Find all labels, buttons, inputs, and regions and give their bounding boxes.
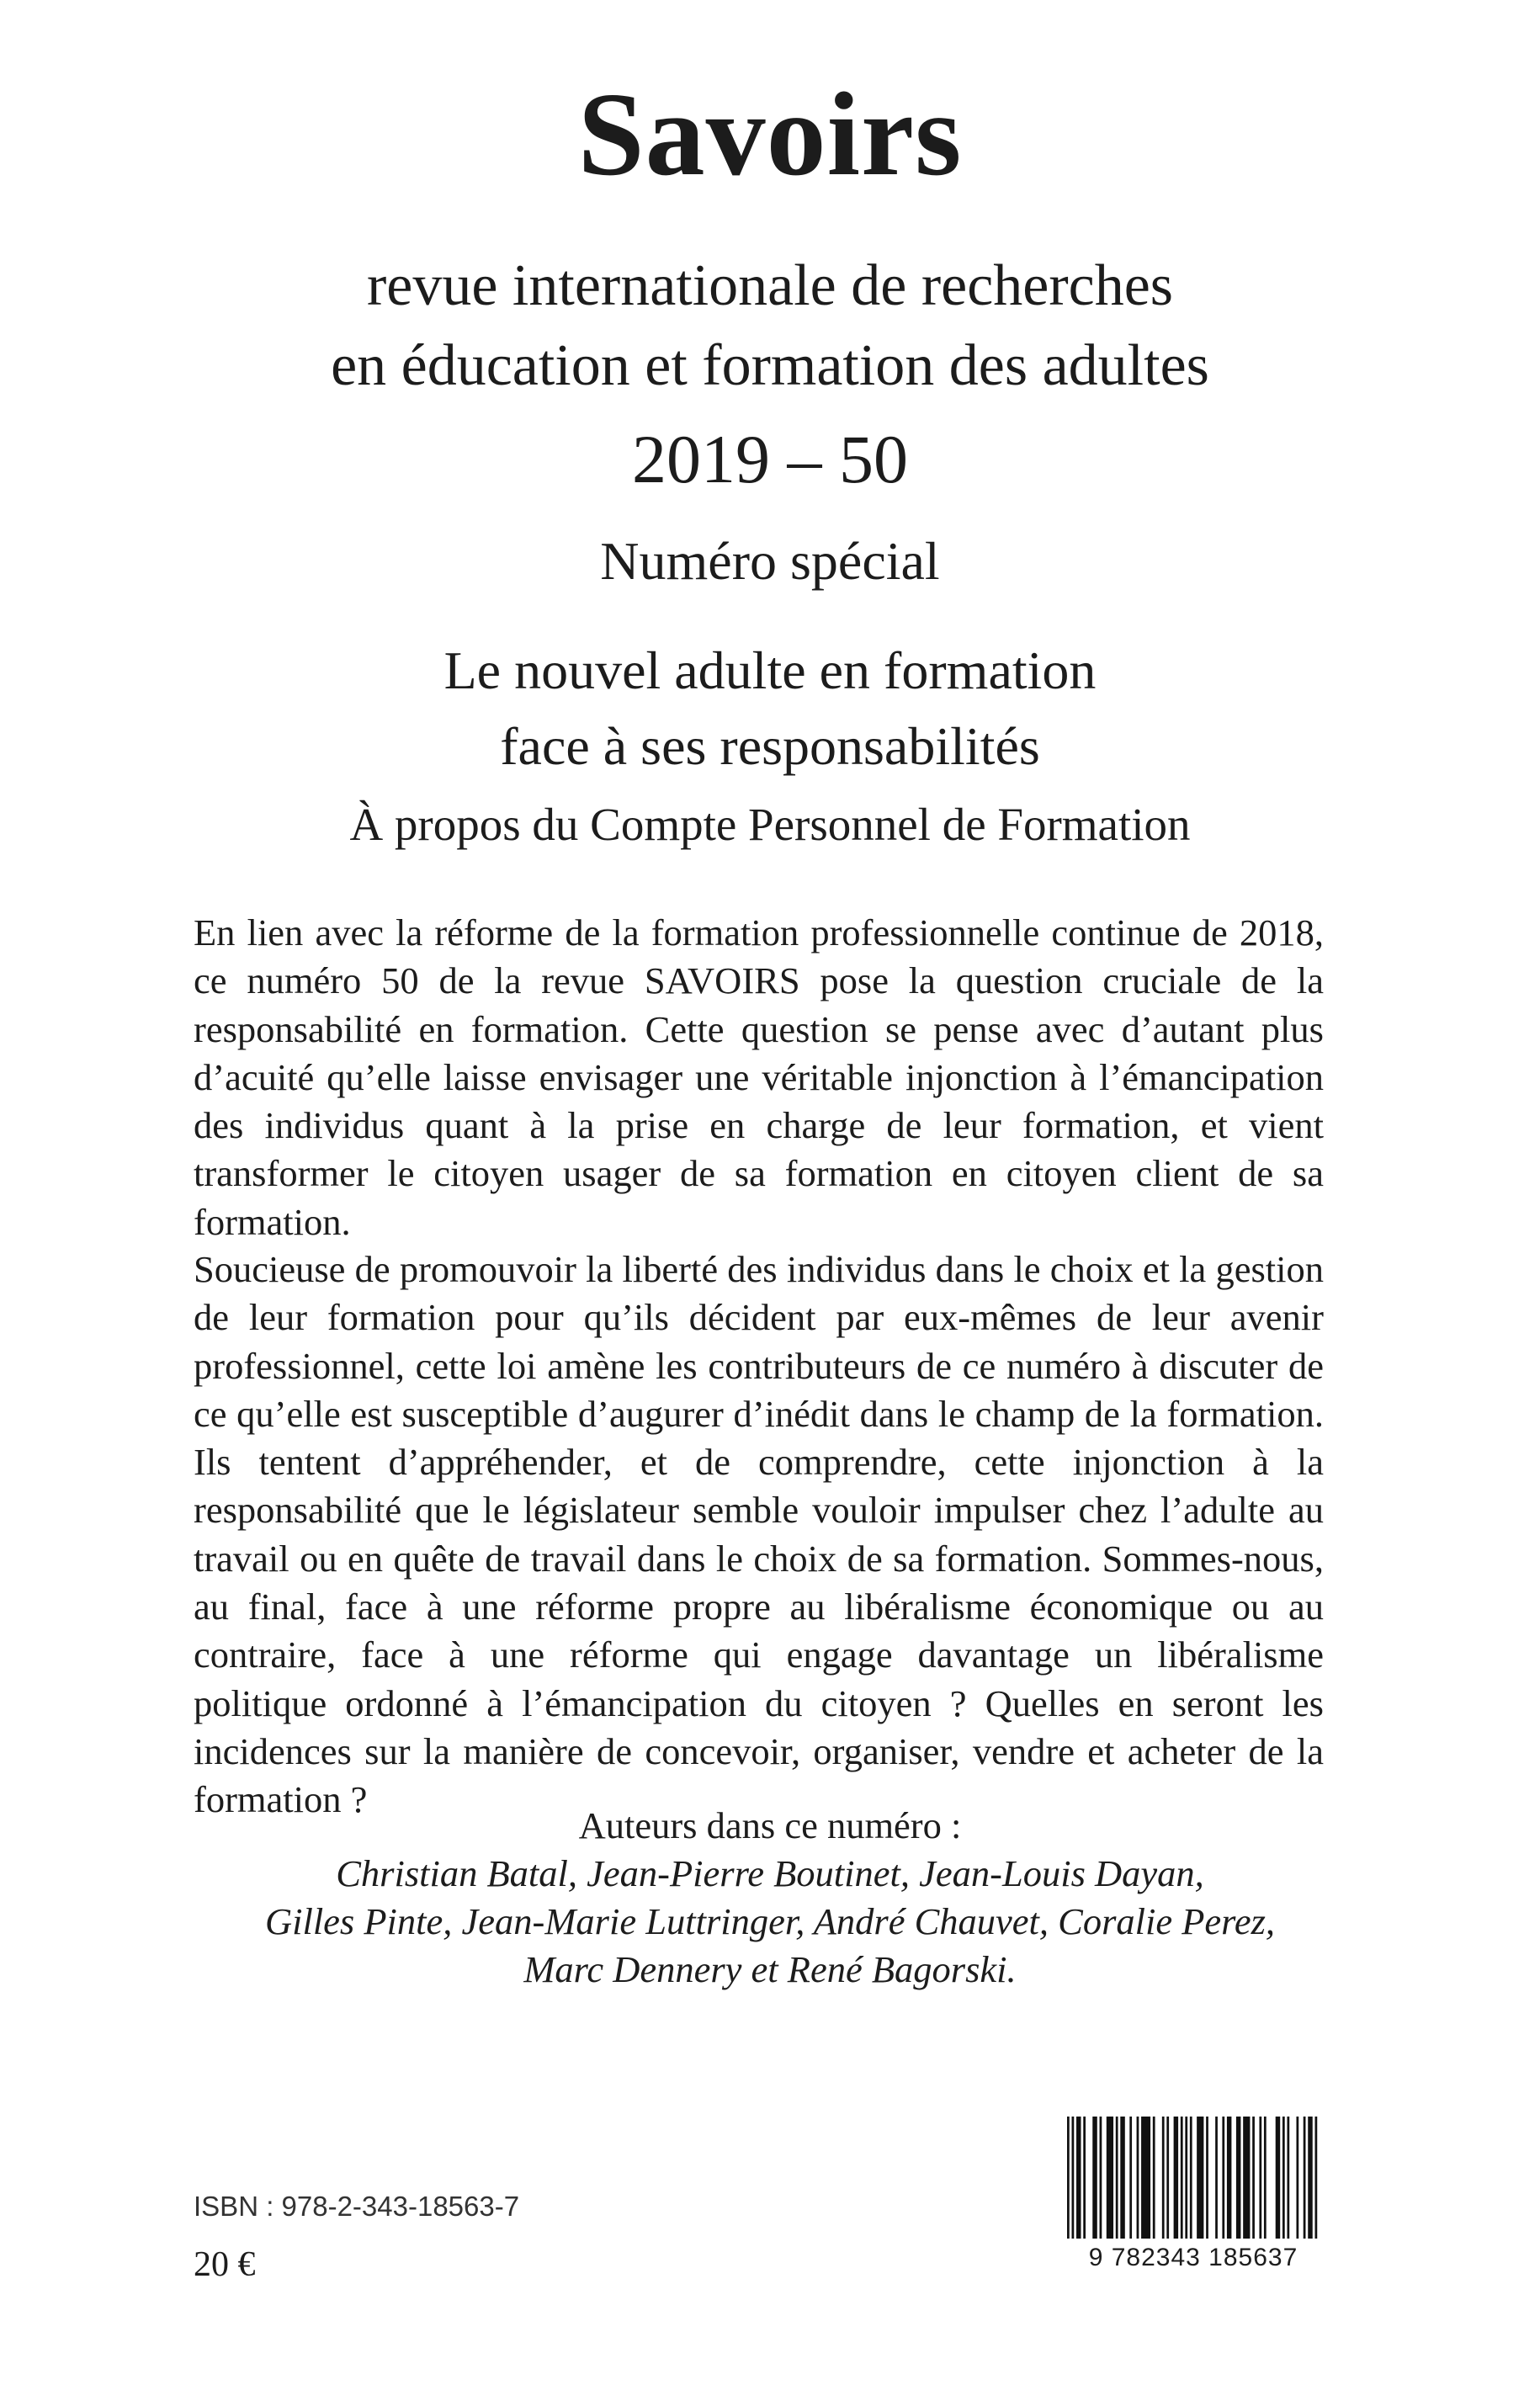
barcode-bar — [1129, 2117, 1132, 2239]
authors-line2: Gilles Pinte, Jean-Marie Luttringer, André Chauvet, Coralie Perez, — [264, 1900, 1276, 1942]
barcode-bar — [1243, 2117, 1250, 2239]
barcode-bar — [1162, 2117, 1165, 2239]
barcode-bar — [1116, 2117, 1118, 2239]
price: 20 € — [194, 2245, 256, 2284]
barcode-bar — [1287, 2117, 1289, 2239]
theme-subtitle: À propos du Compte Personnel de Formation — [349, 799, 1191, 850]
barcode-bar — [1181, 2117, 1183, 2239]
barcode-digits: 9 782343 185637 — [1088, 2244, 1298, 2271]
barcode-bar — [1072, 2117, 1075, 2239]
authors-line1: Christian Batal, Jean-Pierre Boutinet, Jean-Louis Dayan, — [336, 1852, 1204, 1894]
barcode-bar — [1153, 2117, 1155, 2239]
isbn: ISBN : 978-2-343-18563-7 — [194, 2191, 520, 2222]
barcode-bar — [1252, 2117, 1255, 2239]
barcode-bar — [1076, 2117, 1081, 2239]
barcode-bar — [1197, 2117, 1203, 2239]
barcode-bar — [1137, 2117, 1139, 2239]
barcode-bar — [1120, 2117, 1125, 2239]
body-paragraph-2: Soucieuse de promouvoir la liberté des individus dans le choix et la gestion de leur formation pour qu’ils décident par eux-mêmes de leur avenir professionnel, cette loi amène les contributeurs de ce numéro à discuter de ce qu’elle est susceptible d’augurer d’inédit dans le champ de la formation. Ils tentent d’appréhender, et de comprendre, cette injonction à la responsabilité que le législateur semble vouloir impulser chez l’adulte au travail ou en quête de travail dans le choix de sa formation. Sommes-nous, au final, face à une réforme propre au libéralisme économique ou au contraire, face à une réforme qui engage davantage un libéralisme politique ordonné à l’émancipation du citoyen ? Quelles en seront les incidences sur la manière de concevoir, organiser, vendre et acheter de la formation ? — [194, 1248, 1324, 1821]
barcode-bar — [1092, 2117, 1097, 2239]
barcode-bar — [1100, 2117, 1102, 2239]
journal-subtitle-line2: en éducation et formation des adultes — [331, 333, 1209, 398]
barcode-bar — [1296, 2117, 1298, 2239]
barcode-bar — [1236, 2117, 1241, 2239]
barcode-icon — [1062, 2117, 1325, 2239]
issue-number: 2019 – 50 — [632, 421, 908, 497]
authors-label: Auteurs dans ce numéro : — [578, 1804, 962, 1846]
barcode-bar — [1215, 2117, 1218, 2239]
barcode-bar — [1315, 2117, 1318, 2239]
barcode-bar — [1206, 2117, 1208, 2239]
authors-line3: Marc Dennery et René Bagorski. — [523, 1948, 1017, 1990]
barcode-bar — [1190, 2117, 1192, 2239]
barcode-bar — [1276, 2117, 1281, 2239]
barcode-bar — [1083, 2117, 1086, 2239]
barcode-bar — [1141, 2117, 1150, 2239]
journal-title: Savoirs — [577, 67, 963, 200]
barcode-bar — [1264, 2117, 1267, 2239]
theme-title-line2: face à ses responsabilités — [500, 716, 1040, 776]
barcode-bar — [1259, 2117, 1261, 2239]
journal-subtitle-line1: revue internationale de recherches — [366, 253, 1174, 318]
body-paragraph-1: En lien avec la réforme de la formation professionnelle continue de 2018, ce numéro 50 de la revue SAVOIRS pose la question cruciale de la responsabilité en formation. Cette question se pense avec d’autant plus d’acuité qu’elle laisse envisager une véritable injonction à l’émancipation des individus quant à la prise en charge de leur formation, et vient transformer le citoyen usager de sa formation en citoyen client de sa formation. — [194, 911, 1324, 1243]
barcode-bar — [1222, 2117, 1224, 2239]
barcode-bar — [1185, 2117, 1187, 2239]
barcode-bar — [1282, 2117, 1285, 2239]
special-issue-label: Numéro spécial — [600, 531, 940, 591]
barcode-bar — [1107, 2117, 1113, 2239]
barcode-bar — [1174, 2117, 1179, 2239]
barcode-bar — [1166, 2117, 1169, 2239]
theme-title-line1: Le nouvel adulte en formation — [443, 640, 1097, 700]
barcode-bar — [1227, 2117, 1232, 2239]
barcode-bar — [1067, 2117, 1070, 2239]
barcode-bar — [1308, 2117, 1313, 2239]
barcode-bar — [1304, 2117, 1306, 2239]
